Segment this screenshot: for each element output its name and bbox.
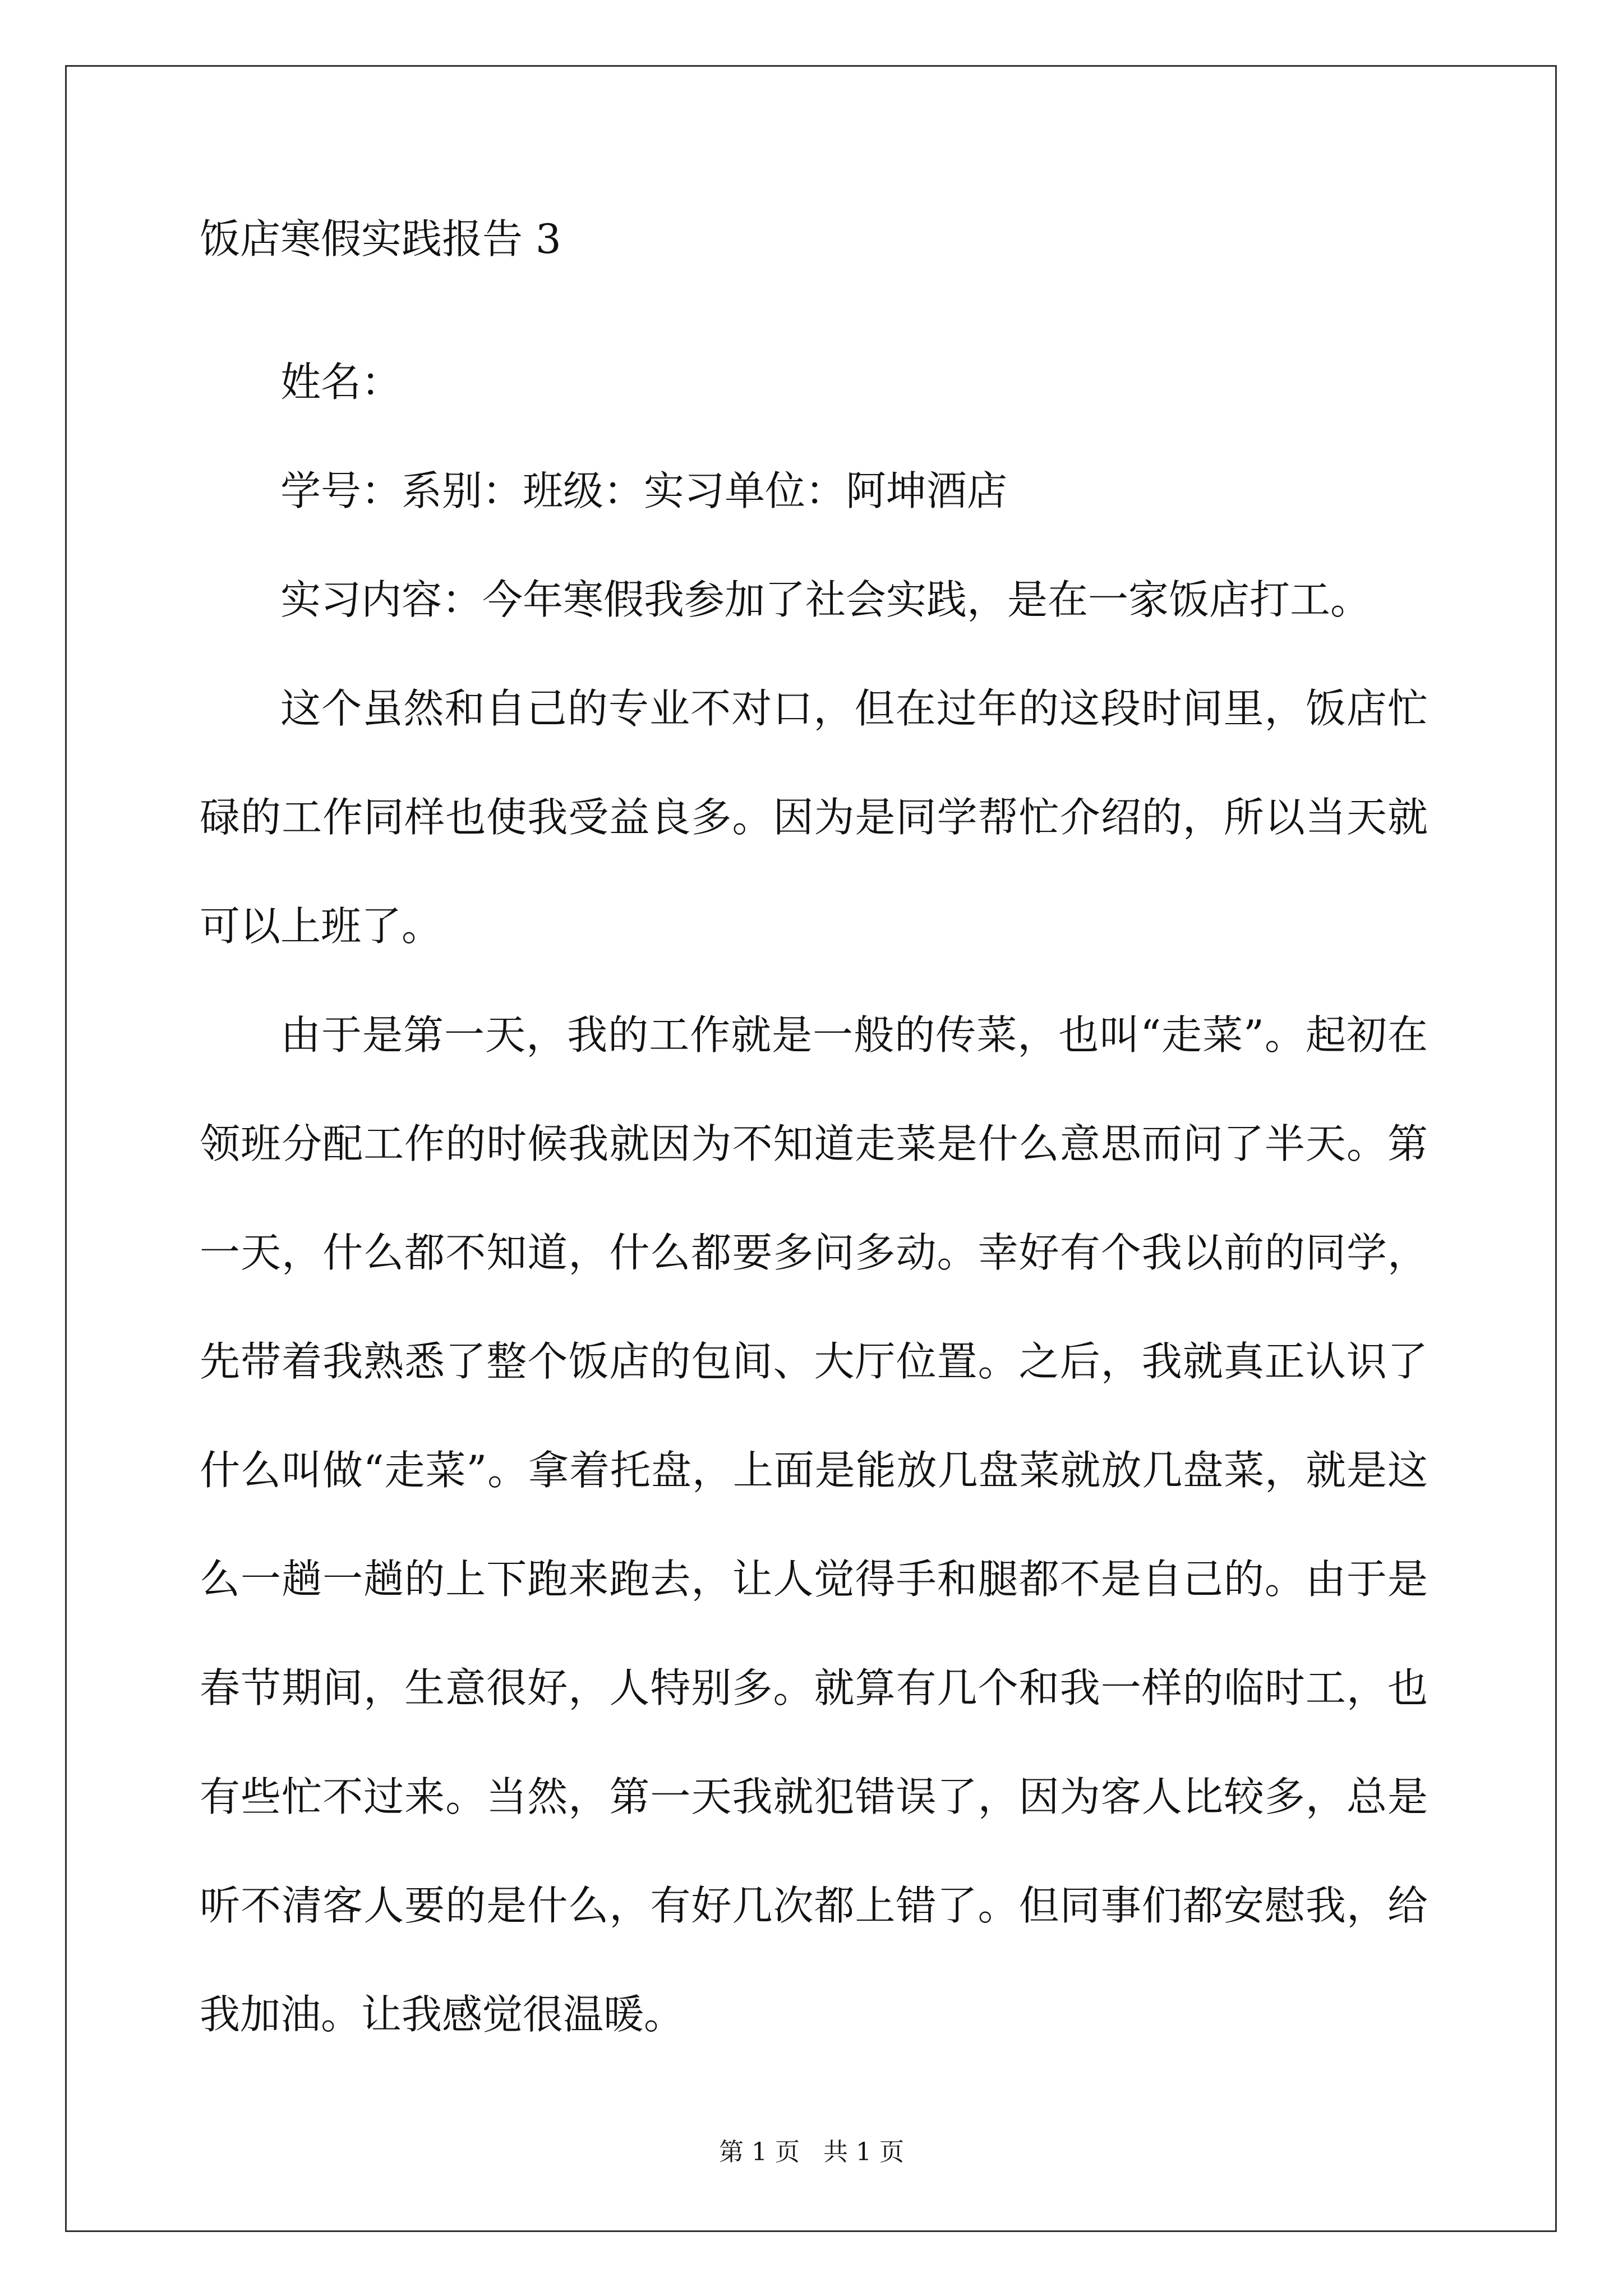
document-body bbox=[200, 215, 1428, 2069]
paragraph-internship-content: 实习内容：今年寒假我参加了社会实践，是在一家饭店打工。 bbox=[280, 576, 1371, 623]
page-footer: 第 1 页 共 1 页 bbox=[719, 2138, 904, 2166]
paragraph-student-info: 学号：系别：班级：实习单位：阿坤酒店 bbox=[280, 467, 1008, 514]
paragraph-intro: 这个虽然和自己的专业不对口，但在过年的这段时间里，饭店忙碌的工作同样也使我受益良多。因为是同学帮忙介绍的，所以当天就可以上班了。 bbox=[200, 685, 1428, 950]
paragraph-name: 姓名： bbox=[280, 358, 402, 406]
document-title: 饭店寒假实践报告 3 bbox=[200, 215, 561, 263]
paragraph-first-day: 由于是第一天，我的工作就是一般的传菜，也叫“走菜”。起初在领班分配工作的时候我就因为不知道走菜是什么意思而问了半天。第一天，什么都不知道，什么都要多问多动。幸好有个我以前的同学，先带着我熟悉了整个饭店的包间、大厅位置。之后，我就真正认识了什么叫做“走菜”。拿着托盘，上面是能放几盘菜就放几盘菜，就是这么一趟一趟的上下跑来跑去，让人觉得手和腿都不是自己的。由于是春节期间，生意很好，人特别多。就算有几个和我一样的临时工，也有些忙不过来。当然，第一天我就犯错误了，因为客人比较多，总是听不清客人要的是什么，有好几次都上错了。但同事们都安慰我，给我加油。让我感觉很温暖。 bbox=[200, 1011, 1428, 2038]
